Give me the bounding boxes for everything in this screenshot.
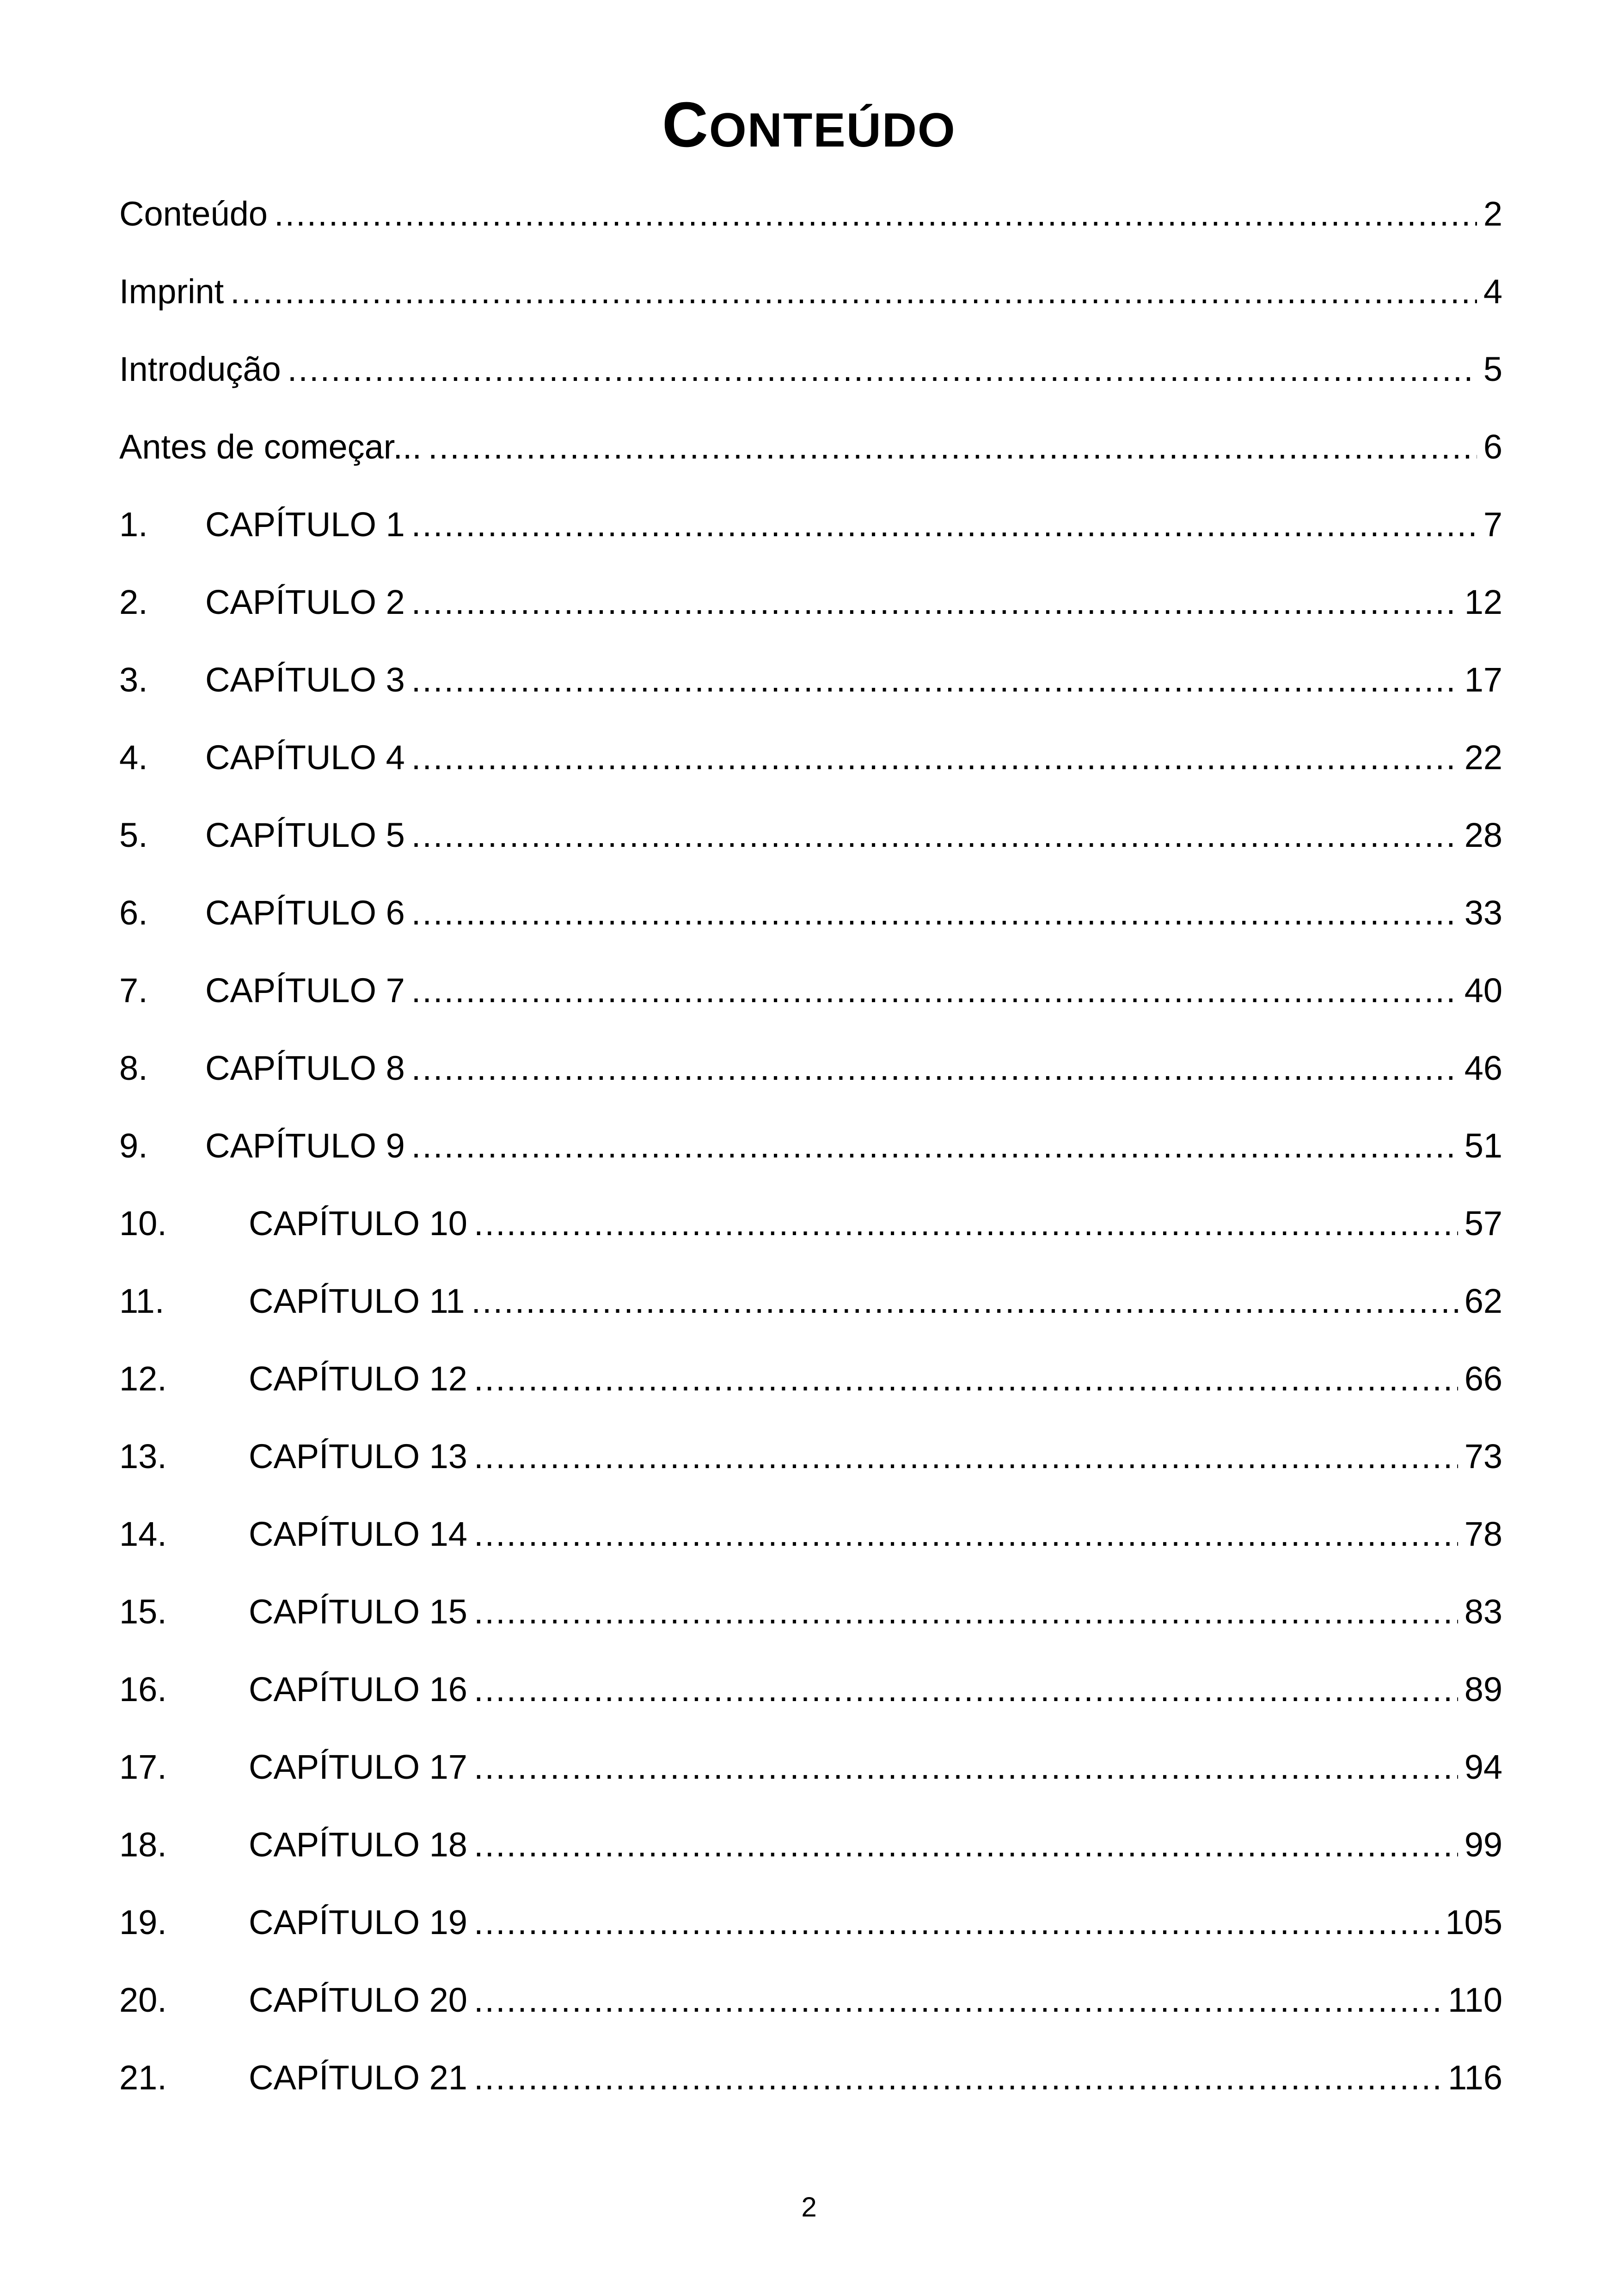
toc-dot-leader: [411, 492, 1477, 557]
toc-entry-chapter-15[interactable]: [119, 1579, 1502, 1657]
toc-entry-page: 99: [1464, 1825, 1502, 1864]
toc-entry-chapter-7[interactable]: [119, 958, 1502, 1035]
toc-entry-number: 10.: [119, 1204, 167, 1243]
toc-dot-leader: [471, 1268, 1458, 1334]
toc-entry-page: 116: [1448, 2058, 1502, 2097]
toc-entry-page: 5: [1483, 350, 1502, 388]
toc-entry-page: 17: [1464, 661, 1502, 699]
toc-entry-chapter-2[interactable]: [119, 569, 1502, 647]
toc-entry-page: 78: [1464, 1515, 1502, 1553]
toc-dot-leader: [474, 2045, 1441, 2111]
toc-entry-number: 8.: [119, 1049, 148, 1087]
toc-dot-leader: [288, 337, 1477, 402]
toc-entry-label: Conteúdo: [119, 195, 268, 233]
page-title-initial: C: [662, 89, 709, 160]
page-title: [0, 83, 1618, 172]
toc-entry-label: CAPÍTULO 15: [249, 1592, 467, 1631]
toc-dot-leader: [411, 1035, 1458, 1101]
toc-entry-label: CAPÍTULO 21: [249, 2058, 467, 2097]
toc-entry-label: CAPÍTULO 13: [249, 1437, 467, 1476]
toc-entry-chapter-21[interactable]: [119, 2045, 1502, 2123]
toc-entry-page: 4: [1483, 272, 1502, 311]
toc-dot-leader: [474, 1424, 1458, 1489]
toc-dot-leader: [474, 1346, 1458, 1412]
toc-entry-page: 33: [1464, 894, 1502, 932]
toc-entry-number: 11.: [119, 1282, 165, 1320]
toc-entry-page: 73: [1464, 1437, 1502, 1476]
toc-entry-chapter-19[interactable]: [119, 1890, 1502, 1967]
toc-entry-number: 1.: [119, 505, 148, 544]
toc-entry-number: 20.: [119, 1981, 167, 2019]
toc-dot-leader: [274, 181, 1477, 247]
toc-dot-leader: [411, 647, 1458, 713]
toc-dot-leader: [474, 1501, 1458, 1567]
page-number: 2: [801, 2192, 817, 2223]
toc-entry-number: 5.: [119, 816, 148, 854]
toc-dot-leader: [474, 1734, 1458, 1800]
toc-entry-number: 13.: [119, 1437, 167, 1476]
toc-entry-chapter-17[interactable]: [119, 1734, 1502, 1812]
toc-entry-label: CAPÍTULO 20: [249, 1981, 467, 2019]
toc-dot-leader: [411, 725, 1458, 790]
toc-dot-leader: [411, 1113, 1458, 1179]
toc-entry-page: 105: [1445, 1903, 1502, 1941]
toc-entry-chapter-9[interactable]: [119, 1113, 1502, 1191]
toc-entry-chapter-1[interactable]: [119, 492, 1502, 569]
toc-entry-chapter-10[interactable]: [119, 1191, 1502, 1268]
toc-entry-chapter-14[interactable]: [119, 1501, 1502, 1579]
toc-entry-chapter-4[interactable]: [119, 725, 1502, 802]
toc-entry-number: 14.: [119, 1515, 167, 1553]
toc-entry-chapter-18[interactable]: [119, 1812, 1502, 1890]
toc-dot-leader: [411, 880, 1458, 946]
toc-entry-label: CAPÍTULO 8: [205, 1049, 405, 1087]
table-of-contents: [119, 181, 1502, 2123]
toc-entry-chapter-16[interactable]: [119, 1657, 1502, 1734]
toc-dot-leader: [474, 1579, 1458, 1645]
toc-entry-label: CAPÍTULO 4: [205, 738, 405, 777]
toc-entry-antes-de-comecar[interactable]: [119, 414, 1502, 492]
toc-entry-page: 12: [1464, 583, 1502, 621]
toc-entry-number: 7.: [119, 971, 148, 1010]
toc-entry-number: 16.: [119, 1670, 167, 1708]
toc-entry-number: 19.: [119, 1903, 167, 1941]
toc-entry-page: 7: [1483, 505, 1502, 544]
toc-entry-number: 17.: [119, 1748, 167, 1786]
toc-entry-number: 2.: [119, 583, 148, 621]
toc-entry-number: 9.: [119, 1127, 148, 1165]
toc-entry-label: CAPÍTULO 14: [249, 1515, 467, 1553]
toc-entry-introducao[interactable]: [119, 337, 1502, 414]
toc-entry-conteudo[interactable]: [119, 181, 1502, 259]
toc-entry-number: 21.: [119, 2058, 167, 2097]
toc-entry-chapter-8[interactable]: [119, 1035, 1502, 1113]
toc-dot-leader: [474, 1657, 1458, 1722]
toc-entry-number: 3.: [119, 661, 148, 699]
toc-entry-page: 83: [1464, 1592, 1502, 1631]
toc-entry-label: CAPÍTULO 7: [205, 971, 405, 1010]
toc-entry-page: 51: [1464, 1127, 1502, 1165]
toc-entry-page: 110: [1448, 1981, 1502, 2019]
toc-dot-leader: [474, 1812, 1458, 1878]
toc-entry-page: 40: [1464, 971, 1502, 1010]
toc-entry-label: CAPÍTULO 2: [205, 583, 405, 621]
toc-entry-label: Introdução: [119, 350, 281, 388]
toc-entry-label: Antes de começar...: [119, 428, 422, 466]
toc-entry-page: 66: [1464, 1359, 1502, 1398]
toc-entry-label: CAPÍTULO 3: [205, 661, 405, 699]
toc-dot-leader: [428, 414, 1477, 480]
toc-entry-label: CAPÍTULO 17: [249, 1748, 467, 1786]
toc-entry-label: CAPÍTULO 1: [205, 505, 405, 544]
toc-dot-leader: [411, 802, 1458, 868]
toc-entry-page: 46: [1464, 1049, 1502, 1087]
toc-entry-number: 18.: [119, 1825, 167, 1864]
toc-dot-leader: [474, 1191, 1458, 1256]
toc-entry-label: Imprint: [119, 272, 224, 311]
toc-entry-imprint[interactable]: [119, 259, 1502, 337]
toc-entry-label: CAPÍTULO 11: [249, 1282, 465, 1320]
toc-dot-leader: [230, 259, 1477, 325]
toc-entry-label: CAPÍTULO 12: [249, 1359, 467, 1398]
toc-entry-label: CAPÍTULO 18: [249, 1825, 467, 1864]
toc-entry-chapter-13[interactable]: [119, 1424, 1502, 1501]
toc-entry-page: 89: [1464, 1670, 1502, 1708]
toc-entry-chapter-3[interactable]: [119, 647, 1502, 725]
toc-entry-page: 28: [1464, 816, 1502, 854]
toc-entry-label: CAPÍTULO 16: [249, 1670, 467, 1708]
toc-entry-page: 94: [1464, 1748, 1502, 1786]
toc-entry-label: CAPÍTULO 5: [205, 816, 405, 854]
toc-entry-number: 6.: [119, 894, 148, 932]
toc-entry-label: CAPÍTULO 19: [249, 1903, 467, 1941]
toc-entry-label: CAPÍTULO 9: [205, 1127, 405, 1165]
toc-entry-chapter-5[interactable]: [119, 802, 1502, 880]
toc-entry-number: 12.: [119, 1359, 167, 1398]
toc-entry-number: 4.: [119, 738, 148, 777]
toc-entry-page: 2: [1483, 195, 1502, 233]
toc-entry-chapter-12[interactable]: [119, 1346, 1502, 1424]
toc-entry-page: 57: [1464, 1204, 1502, 1243]
page-title-rest: ONTEÚDO: [709, 104, 956, 157]
toc-entry-chapter-6[interactable]: [119, 880, 1502, 958]
toc-dot-leader: [411, 569, 1458, 635]
toc-entry-label: CAPÍTULO 10: [249, 1204, 467, 1243]
toc-dot-leader: [474, 1890, 1439, 1955]
toc-entry-label: CAPÍTULO 6: [205, 894, 405, 932]
toc-dot-leader: [474, 1967, 1441, 2033]
toc-dot-leader: [411, 958, 1458, 1023]
toc-entry-page: 6: [1483, 428, 1502, 466]
toc-entry-page: 62: [1464, 1282, 1502, 1320]
toc-entry-number: 15.: [119, 1592, 167, 1631]
toc-entry-chapter-20[interactable]: [119, 1967, 1502, 2045]
toc-entry-page: 22: [1464, 738, 1502, 777]
toc-entry-chapter-11[interactable]: [119, 1268, 1502, 1346]
